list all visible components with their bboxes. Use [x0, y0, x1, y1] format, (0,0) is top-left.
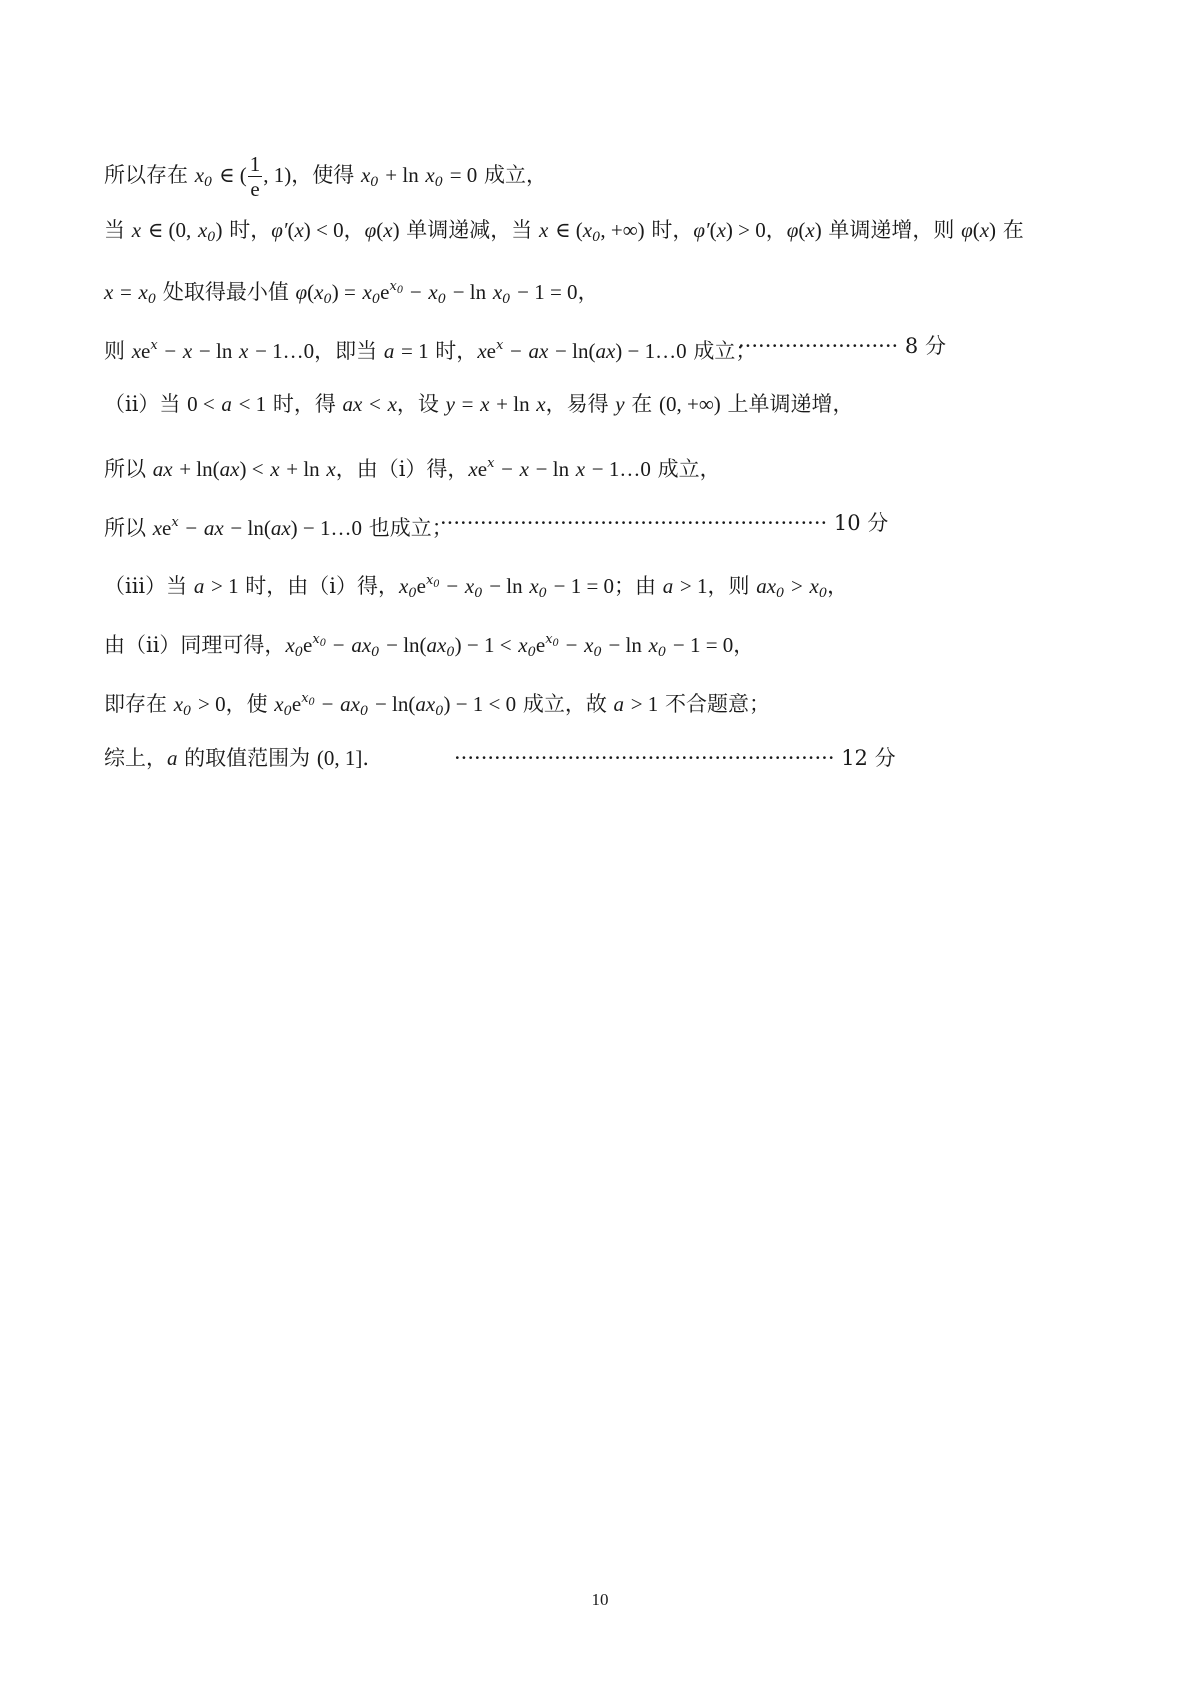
solution-line-2: 当 x ∈ (0, $x_0$) 时，φ′(x) < 0，φ(x) 单调递减，当 x ∈ ($x_0$, +∞) 时，φ′(x) > 0，φ(x) 单调递增，则 φ(x) 在: [104, 218, 1024, 245]
solution-line-11: 综上，a 的取值范围为 (0, 1].: [104, 746, 370, 770]
score-marker-12: ························································· 12 分: [454, 746, 896, 770]
score-marker-10: ·························································· 10 分: [440, 511, 889, 535]
solution-line-5: （ii）当 0 < a < 1 时，得 ax < x，设 y = x + ln x，易得 y 在 (0, +∞) 上单调递增，: [104, 392, 854, 416]
fraction-one-over-e: $\frac{1}{e}$: [249, 152, 261, 201]
solution-line-7: 所以 $xe^x$ − ax − ln(ax) − 1…0 也成立；: [104, 515, 453, 540]
solution-line-10: 即存在 $x_0 > 0$，使 $x_0e^{x_0} - ax_0 - \ln(ax_0) - 1 < 0$ 成立，故 a > 1 不合题意；: [104, 691, 770, 719]
solution-line-3: $x = x_0$ 处取得最小值 $\varphi(x_0) = x_0e^{x_0} - x_0 - \ln x_0 - 1 = 0$，: [104, 279, 599, 307]
solution-line-1: 所以存在 $x_0$ ∈ ( $\frac{1}{e}$ , 1)，使得 $x_0 + \ln x_0 = 0$ 成立，: [104, 152, 547, 201]
solution-line-9: 由（ii）同理可得，$x_0e^{x_0} - ax_0 - \ln(ax_0) - 1 < x_0e^{x_0} - x_0 - \ln x_0 - 1 = 0$，: [104, 632, 755, 660]
solution-line-4: 则 $xe^x - x - \ln x$ − 1…0，即当 a = 1 时，$xe^x$ − ax − ln(ax) − 1…0 成立；: [104, 338, 757, 363]
solution-line-6: 所以 ax + ln(ax) < x + ln x，由（i）得，$xe^x - x - \ln x$ − 1…0 成立，: [104, 456, 721, 481]
page-number: 10: [591, 1590, 609, 1609]
solution-line-8: （iii）当 a > 1 时，由（i）得，$x_0e^{x_0} - x_0 - \ln x_0 - 1 = 0$；由 a > 1，则 $ax_0 > x_0$，: [104, 573, 849, 601]
score-marker-8: ························ 8 分: [738, 334, 946, 358]
